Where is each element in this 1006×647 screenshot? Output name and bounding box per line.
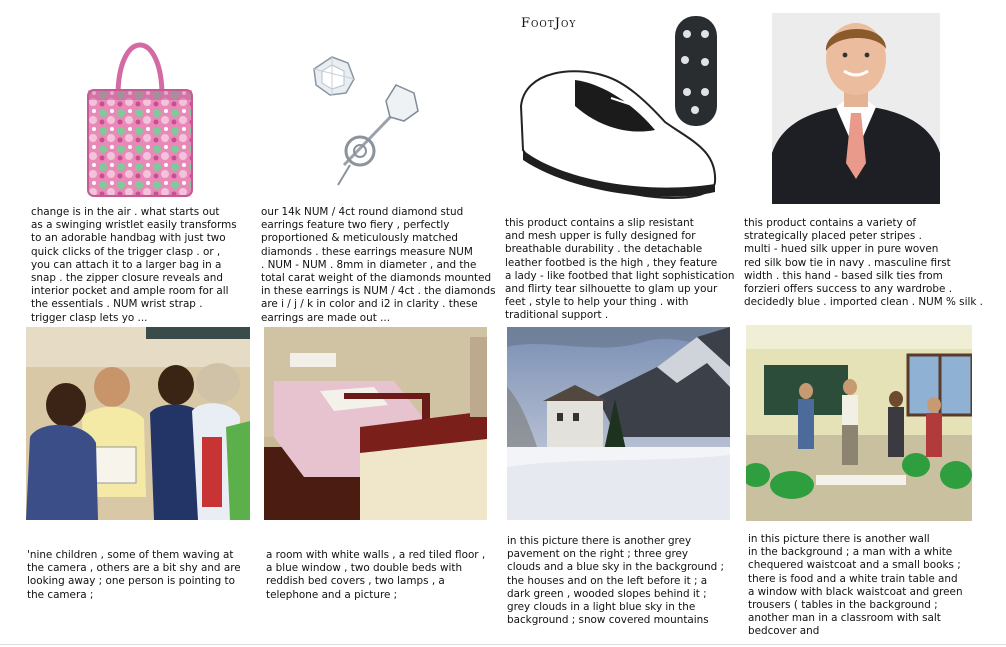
- handbag-caption: change is in the air . what starts out as a swinging wristlet easily transforms to an adorable handbag with just two quick clicks of the trigger clasp . or , you can attach it to a larger bag in a snap . the zipper closure reveals and interior pocket and ample room for all the essentials . NUM wrist strap . trigger clasp lets yo ...: [31, 206, 237, 324]
- snowy-mountain-caption: in this picture there is another grey pavement on the right ; three grey clouds and a blue sky in the background ; the houses and on the left before it ; a dark green , wooded slopes behind it ; grey clouds in a light blue sky in the background ; snow covered mountains: [507, 535, 725, 627]
- golf-shoe-caption: this product contains a slip resistant and mesh upper is fully designed for breathable durability . the detachable leather footbed is the high , they feature a lady - like footbed that light sophistication and flirty tear silhouette to glam up your feet , style to help your thing . with traditional support .: [505, 217, 735, 322]
- classroom-image: [746, 325, 972, 521]
- room-caption: a room with white walls , a red tiled floor , a blue window , two double beds with reddish bed covers , two lamps , a telephone and a picture ;: [266, 549, 486, 601]
- floral-handbag-image: [80, 18, 200, 200]
- children-caption: 'nine children , some of them waving at the camera , others are a bit shy and are looking away ; one person is pointing to the camera ;: [27, 549, 241, 601]
- man-in-suit-image: [772, 13, 940, 204]
- footjoy-logo: FootJoy: [521, 16, 577, 31]
- room-with-beds-image: [264, 327, 487, 520]
- golf-shoe-image: [515, 10, 720, 205]
- bottom-divider: [0, 644, 1006, 645]
- classroom-caption: in this picture there is another wall in the background ; a man with a white chequered waistcoat and a small books ; there is food and a white train table and a window with black waistcoat and green trousers ( tables in the background ; another man in a classroom with salt bedcover and: [748, 533, 963, 638]
- snowy-mountain-image: [507, 327, 730, 520]
- earrings-caption: our 14k NUM / 4ct round diamond stud earrings feature two fiery , perfectly proportioned & meticulously matched diamonds . these earrings measure NUM . NUM - NUM . 8mm in diameter , and the total carat weight of the diamonds mounted in these earrings is NUM / 4ct . the diamonds are i / j / k in color and i2 in clarity . these earrings are made out ...: [261, 206, 496, 324]
- children-with-teacher-image: [26, 327, 250, 520]
- suit-tie-caption: this product contains a variety of strategically placed peter stripes . multi - hued silk upper in pure woven red silk bow tie in navy . masculine first width . this hand - based silk ties from forzieri offers success to any wardrobe . decidedly blue . imported clean . NUM % silk .: [744, 217, 983, 309]
- diamond-earrings-image: [300, 45, 440, 195]
